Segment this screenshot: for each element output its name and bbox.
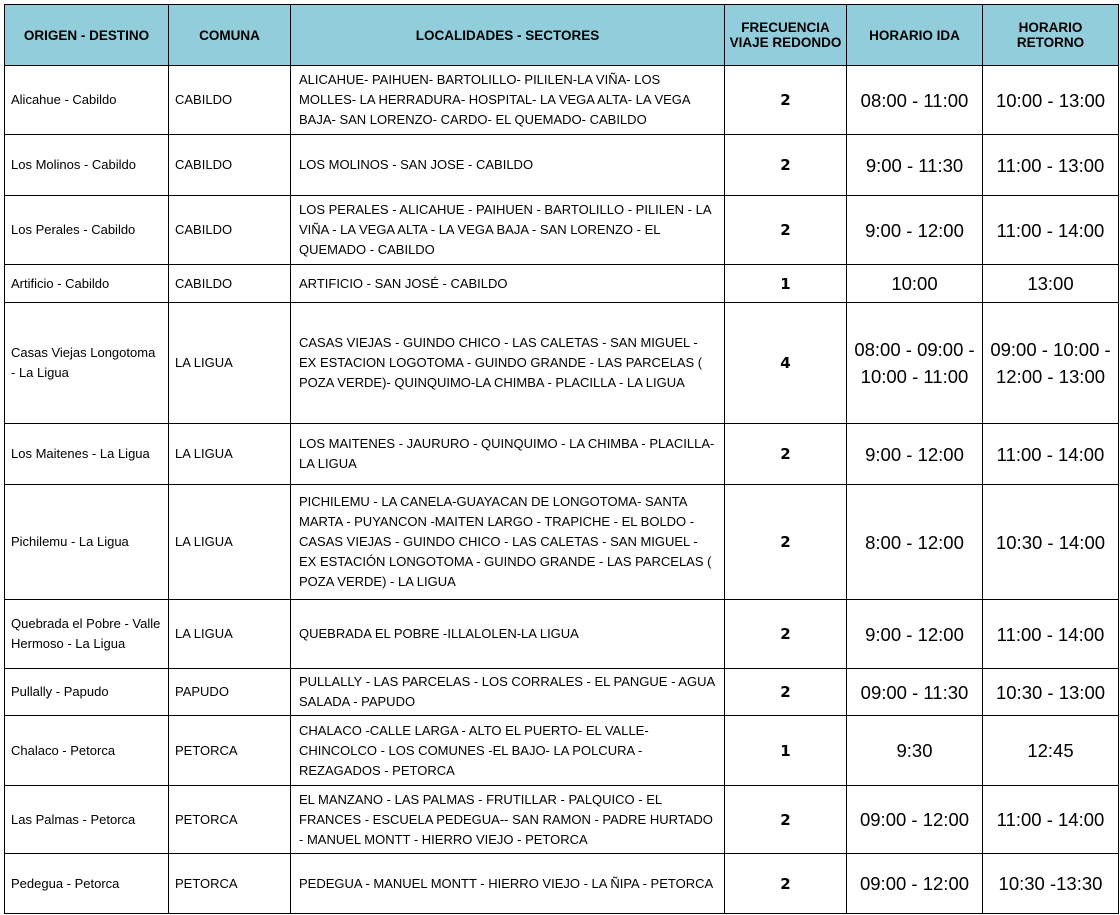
frecuencia-cell: 2 bbox=[725, 66, 847, 135]
header-origen: ORIGEN - DESTINO bbox=[5, 5, 169, 66]
localidades-cell: CHALACO -CALLE LARGA - ALTO EL PUERTO- EL VALLE- CHINCOLCO - LOS COMUNES -EL BAJO- LA POLCURA - REZAGADOS - PETORCA bbox=[291, 716, 725, 786]
horario-ida-cell: 9:00 - 12:00 bbox=[847, 424, 983, 485]
horario-ida-cell: 9:00 - 12:00 bbox=[847, 600, 983, 669]
horario-retorno-cell: 13:00 bbox=[983, 265, 1119, 303]
table-row bbox=[5, 786, 1119, 854]
localidades-cell: CASAS VIEJAS - GUINDO CHICO - LAS CALETAS - SAN MIGUEL - EX ESTACION LOGOTOMA - GUINDO GRANDE - LAS PARCELAS ( POZA VERDE)- QUINQUIMO-LA CHIMBA - PLACILLA - LA LIGUA bbox=[291, 303, 725, 424]
comuna-cell: PETORCA bbox=[169, 854, 291, 914]
table-row bbox=[5, 424, 1119, 485]
table-row bbox=[5, 303, 1119, 424]
horario-ida-cell: 08:00 - 11:00 bbox=[847, 66, 983, 135]
localidades-cell: ALICAHUE- PAIHUEN- BARTOLILLO- PILILEN-LA VIÑA- LOS MOLLES- LA HERRADURA- HOSPITAL- LA VEGA ALTA- LA VEGA BAJA- SAN LORENZO- CARDO- EL QUEMADO- CABILDO bbox=[291, 66, 725, 135]
origen-cell: Alicahue - Cabildo bbox=[5, 66, 169, 135]
origen-cell: Pichilemu - La Ligua bbox=[5, 485, 169, 600]
table-row bbox=[5, 716, 1119, 786]
horario-ida-cell: 09:00 - 11:30 bbox=[847, 669, 983, 716]
comuna-cell: CABILDO bbox=[169, 265, 291, 303]
frecuencia-cell: 4 bbox=[725, 303, 847, 424]
frecuencia-cell: 2 bbox=[725, 786, 847, 854]
frecuencia-cell: 2 bbox=[725, 135, 847, 196]
horario-ida-cell: 9:00 - 12:00 bbox=[847, 196, 983, 265]
horario-retorno-cell: 12:45 bbox=[983, 716, 1119, 786]
horario-retorno-cell: 10:30 - 13:00 bbox=[983, 669, 1119, 716]
comuna-cell: LA LIGUA bbox=[169, 600, 291, 669]
frecuencia-cell: 1 bbox=[725, 716, 847, 786]
localidades-cell: PEDEGUA - MANUEL MONTT - HIERRO VIEJO - LA ÑIPA - PETORCA bbox=[291, 854, 725, 914]
origen-cell: Pedegua - Petorca bbox=[5, 854, 169, 914]
header-comuna: COMUNA bbox=[169, 5, 291, 66]
horario-ida-cell: 08:00 - 09:00 - 10:00 - 11:00 bbox=[847, 303, 983, 424]
horario-ida-cell: 8:00 - 12:00 bbox=[847, 485, 983, 600]
horario-retorno-cell: 11:00 - 14:00 bbox=[983, 196, 1119, 265]
header-row bbox=[5, 5, 1119, 66]
header-horario-retorno: HORARIO RETORNO bbox=[983, 5, 1119, 66]
horario-ida-cell: 09:00 - 12:00 bbox=[847, 786, 983, 854]
horario-retorno-cell: 09:00 - 10:00 - 12:00 - 13:00 bbox=[983, 303, 1119, 424]
table-row bbox=[5, 485, 1119, 600]
comuna-cell: LA LIGUA bbox=[169, 303, 291, 424]
origen-cell: Los Maitenes - La Ligua bbox=[5, 424, 169, 485]
horario-ida-cell: 9:30 bbox=[847, 716, 983, 786]
localidades-cell: EL MANZANO - LAS PALMAS - FRUTILLAR - PALQUICO - EL FRANCES - ESCUELA PEDEGUA-- SAN RAMON - PADRE HURTADO - MANUEL MONTT - HIERRO VIEJO - PETORCA bbox=[291, 786, 725, 854]
origen-cell: Quebrada el Pobre - Valle Hermoso - La Ligua bbox=[5, 600, 169, 669]
origen-cell: Chalaco - Petorca bbox=[5, 716, 169, 786]
header-frecuencia: FRECUENCIA VIAJE REDONDO bbox=[725, 5, 847, 66]
table-row bbox=[5, 196, 1119, 265]
localidades-cell: PULLALLY - LAS PARCELAS - LOS CORRALES - EL PANGUE - AGUA SALADA - PAPUDO bbox=[291, 669, 725, 716]
localidades-cell: QUEBRADA EL POBRE -ILLALOLEN-LA LIGUA bbox=[291, 600, 725, 669]
table-row bbox=[5, 135, 1119, 196]
horario-retorno-cell: 11:00 - 13:00 bbox=[983, 135, 1119, 196]
frecuencia-cell: 1 bbox=[725, 265, 847, 303]
table-row bbox=[5, 600, 1119, 669]
localidades-cell: PICHILEMU - LA CANELA-GUAYACAN DE LONGOTOMA- SANTA MARTA - PUYANCON -MAITEN LARGO - TRAPICHE - EL BOLDO - CASAS VIEJAS - GUINDO CHICO - LAS CALETAS - SAN MIGUEL - EX ESTACIÓN LONGOTOMA - GUINDO GRANDE - LAS PARCELAS ( POZA VERDE) - LA LIGUA bbox=[291, 485, 725, 600]
horario-ida-cell: 09:00 - 12:00 bbox=[847, 854, 983, 914]
horario-ida-cell: 9:00 - 11:30 bbox=[847, 135, 983, 196]
horario-ida-cell: 10:00 bbox=[847, 265, 983, 303]
horario-retorno-cell: 11:00 - 14:00 bbox=[983, 786, 1119, 854]
header-horario-ida: HORARIO IDA bbox=[847, 5, 983, 66]
horario-retorno-cell: 11:00 - 14:00 bbox=[983, 424, 1119, 485]
origen-cell: Las Palmas - Petorca bbox=[5, 786, 169, 854]
frecuencia-cell: 2 bbox=[725, 196, 847, 265]
frecuencia-cell: 2 bbox=[725, 485, 847, 600]
comuna-cell: PAPUDO bbox=[169, 669, 291, 716]
localidades-cell: LOS PERALES - ALICAHUE - PAIHUEN - BARTOLILLO - PILILEN - LA VIÑA - LA VEGA ALTA - LA VEGA BAJA - SAN LORENZO - EL QUEMADO - CABILDO bbox=[291, 196, 725, 265]
horario-retorno-cell: 10:30 -13:30 bbox=[983, 854, 1119, 914]
localidades-cell: LOS MAITENES - JAURURO - QUINQUIMO - LA CHIMBA - PLACILLA- LA LIGUA bbox=[291, 424, 725, 485]
frecuencia-cell: 2 bbox=[725, 669, 847, 716]
comuna-cell: PETORCA bbox=[169, 716, 291, 786]
schedule-table bbox=[4, 4, 1119, 914]
origen-cell: Los Molinos - Cabildo bbox=[5, 135, 169, 196]
table-row bbox=[5, 669, 1119, 716]
frecuencia-cell: 2 bbox=[725, 424, 847, 485]
origen-cell: Casas Viejas Longotoma - La Ligua bbox=[5, 303, 169, 424]
comuna-cell: PETORCA bbox=[169, 786, 291, 854]
comuna-cell: CABILDO bbox=[169, 196, 291, 265]
comuna-cell: LA LIGUA bbox=[169, 485, 291, 600]
table-row bbox=[5, 854, 1119, 914]
horario-retorno-cell: 10:00 - 13:00 bbox=[983, 66, 1119, 135]
table-row bbox=[5, 66, 1119, 135]
origen-cell: Los Perales - Cabildo bbox=[5, 196, 169, 265]
localidades-cell: ARTIFICIO - SAN JOSÉ - CABILDO bbox=[291, 265, 725, 303]
frecuencia-cell: 2 bbox=[725, 600, 847, 669]
frecuencia-cell: 2 bbox=[725, 854, 847, 914]
comuna-cell: LA LIGUA bbox=[169, 424, 291, 485]
localidades-cell: LOS MOLINOS - SAN JOSE - CABILDO bbox=[291, 135, 725, 196]
origen-cell: Pullally - Papudo bbox=[5, 669, 169, 716]
horario-retorno-cell: 11:00 - 14:00 bbox=[983, 600, 1119, 669]
horario-retorno-cell: 10:30 - 14:00 bbox=[983, 485, 1119, 600]
comuna-cell: CABILDO bbox=[169, 66, 291, 135]
origen-cell: Artificio - Cabildo bbox=[5, 265, 169, 303]
comuna-cell: CABILDO bbox=[169, 135, 291, 196]
header-localidades: LOCALIDADES - SECTORES bbox=[291, 5, 725, 66]
table-row bbox=[5, 265, 1119, 303]
